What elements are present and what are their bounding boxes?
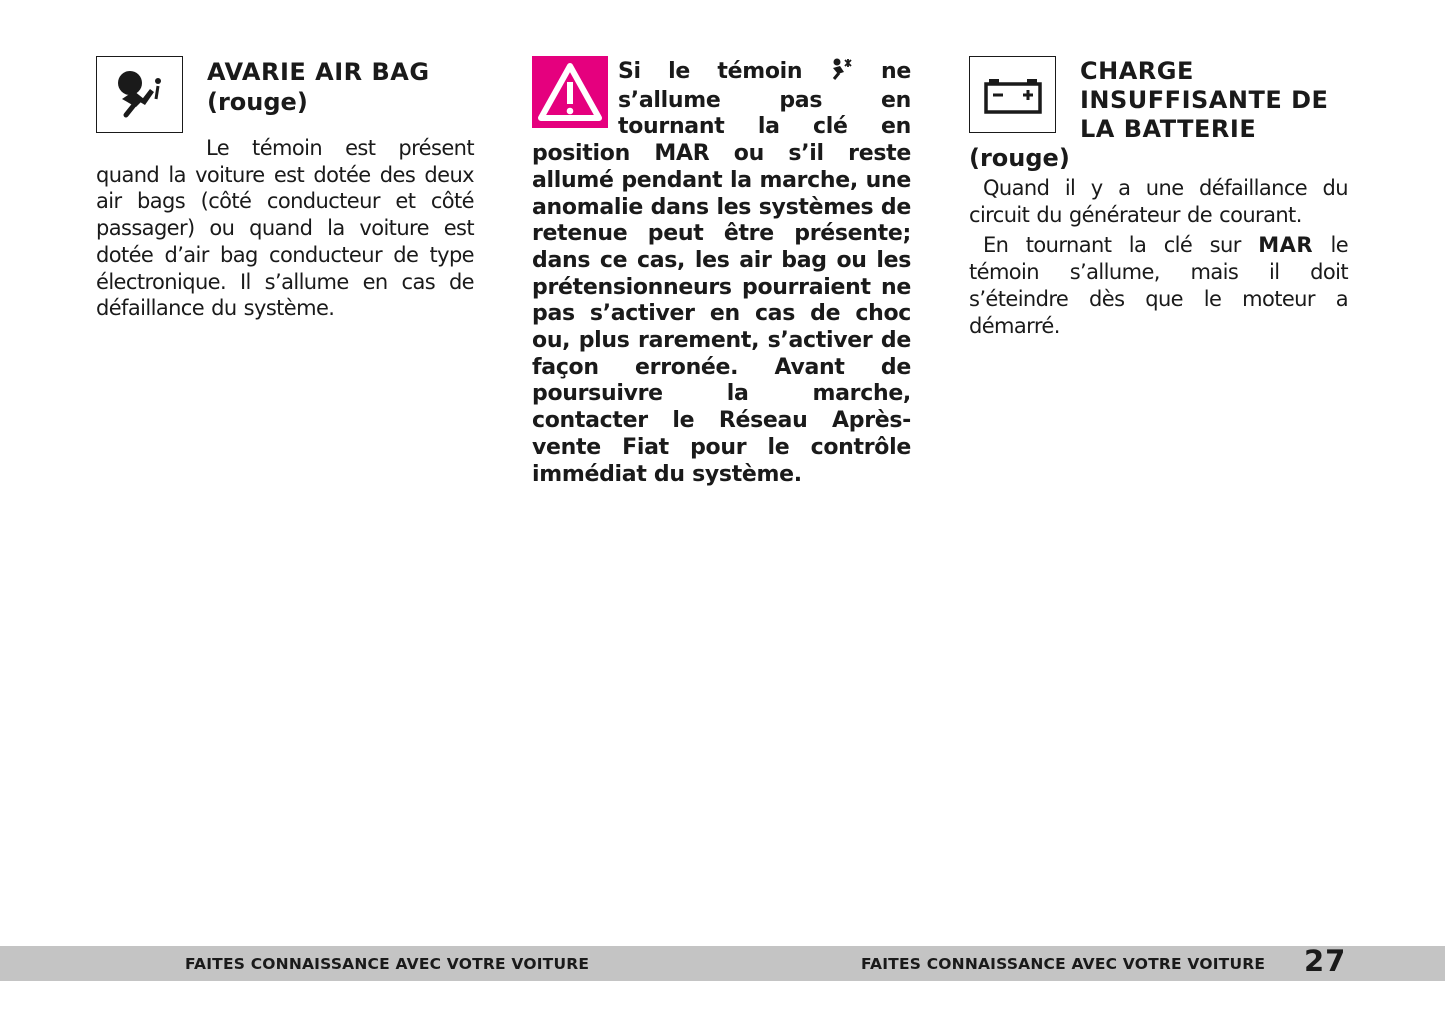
page-number: 27 (1304, 944, 1347, 978)
section-body-1: Quand il y a une défaillance du circuit du générateur de courant. (969, 176, 1348, 227)
section-battery (969, 56, 1348, 339)
section-body-2: En tournant la clé sur MAR le témoin s’allume, mais il doit s’éteindre dès que le moteur a démarré. (969, 233, 1349, 338)
airbag-warning-light (96, 56, 183, 133)
airbag-passenger-icon (830, 58, 854, 88)
section-title: AVARIE AIR BAG (rouge) (207, 58, 430, 116)
section-airbag-warning (532, 56, 911, 488)
battery-icon (983, 75, 1043, 115)
warning-text: Si le témoin ne s’allume pas en tournant la clé en position MAR ou s’il reste allumé pendant la marche, une anomalie dans les systèmes de retenue peut être présente; dans ce cas, les air bag ou les prétensionneurs pourraient ne pas s’activer en cas de choc ou, plus rarement, s’activer de façon erronée. Avant de poursuivre la marche, contacter le Réseau Après-vente Fiat pour le contrôle immédiat du système. (532, 59, 912, 487)
battery-warning-light (969, 56, 1056, 133)
section-body: Le témoin est présent quand la voiture est dotée des deux air bags (côté conducteur et côté passager) ou quand la voiture est dotée d’air bag conducteur de type électronique. Il s’allume en cas de défaillance du système. (96, 136, 474, 321)
section-title: CHARGE INSUFFISANTE DE LA BATTERIE (rouge) (969, 57, 1329, 172)
airbag-icon (114, 69, 166, 121)
warning-box (532, 56, 608, 128)
footer-right-label: FAITES CONNAISSANCE AVEC VOTRE VOITURE (861, 955, 1266, 973)
warning-triangle-icon (537, 62, 603, 122)
page-footer (0, 946, 1445, 981)
footer-left-label: FAITES CONNAISSANCE AVEC VOTRE VOITURE (185, 955, 590, 973)
section-airbag-failure (96, 56, 474, 322)
